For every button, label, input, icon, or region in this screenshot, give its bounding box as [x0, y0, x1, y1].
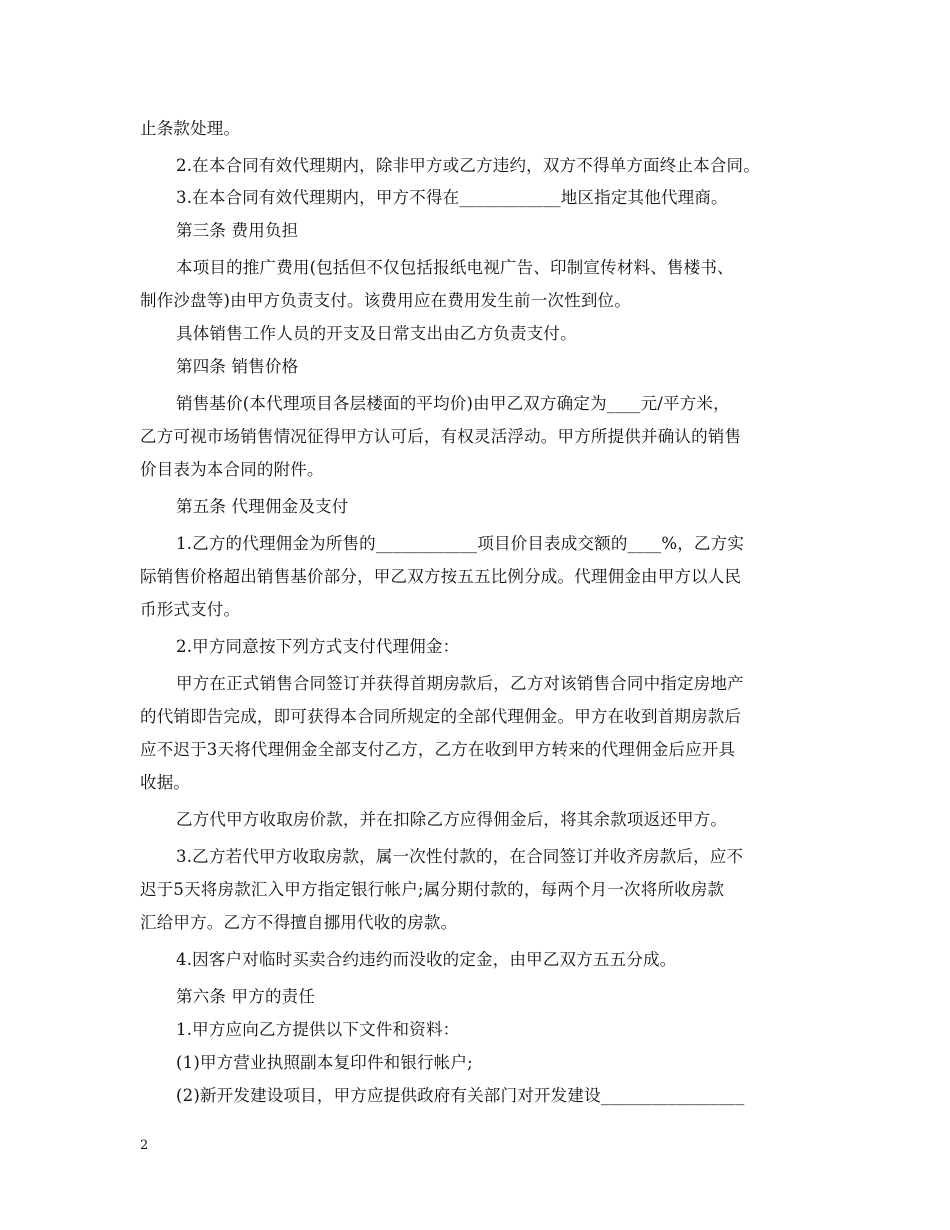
- paragraph-line: 2.在本合同有效代理期内，除非甲方或乙方违约，双方不得单方面终止本合同。: [176, 156, 760, 175]
- paragraph-line: 价目表为本合同的附件。: [140, 460, 324, 479]
- paragraph-line: 际销售价格超出销售基价部分，甲乙双方按五五比例分成。代理佣金由甲方以人民: [140, 567, 742, 586]
- paragraph-line: 3.在本合同有效代理期内，甲方不得在____________地区指定其他代理商。: [176, 188, 728, 207]
- paragraph-line: 收据。: [140, 773, 191, 792]
- paragraph-line: 1.乙方的代理佣金为所售的____________项目价目表成交额的____%，乙方实: [176, 534, 745, 553]
- paragraph-line: 制作沙盘等)由甲方负责支付。该费用应在费用发生前一次性到位。: [140, 291, 631, 310]
- paragraph-line: 应不迟于3天将代理佣金全部支付乙方，乙方在收到甲方转来的代理佣金后应开具: [140, 740, 736, 759]
- paragraph-line: 的代销即告完成，即可获得本合同所规定的全部代理佣金。甲方在收到首期房款后: [140, 707, 742, 726]
- section-heading: 第六条 甲方的责任: [176, 987, 316, 1006]
- paragraph-line: 4.因客户对临时买卖合约违约而没收的定金，由甲乙双方五五分成。: [176, 950, 677, 969]
- paragraph-line: 乙方可视市场销售情况征得甲方认可后，有权灵活浮动。甲方所提供并确认的销售: [140, 427, 742, 446]
- paragraph-line: 乙方代甲方收取房价款，并在扣除乙方应得佣金后，将其余款项返还甲方。: [176, 810, 728, 829]
- paragraph-line: 本项目的推广费用(包括但不仅包括报纸电视广告、印制宣传材料、售楼书、: [176, 258, 734, 277]
- paragraph-line: 3.乙方若代甲方收取房款，属一次性付款的，在合同签订并收齐房款后，应不: [176, 847, 744, 866]
- paragraph-line: 币形式支付。: [140, 600, 241, 619]
- paragraph-line: 甲方在正式销售合同签订并获得首期房款后，乙方对该销售合同中指定房地产: [176, 674, 744, 693]
- paragraph-line: 具体销售工作人员的开支及日常支出由乙方负责支付。: [176, 324, 577, 343]
- paragraph-line: 销售基价(本代理项目各层楼面的平均价)由甲乙双方确定为____元/平方米，: [176, 394, 730, 413]
- paragraph-line: 汇给甲方。乙方不得擅自挪用代收的房款。: [140, 913, 458, 932]
- section-heading: 第五条 代理佣金及支付: [176, 497, 349, 516]
- paragraph-line: 2.甲方同意按下列方式支付代理佣金：: [176, 637, 460, 656]
- paragraph-line: 1.甲方应向乙方提供以下文件和资料：: [176, 1020, 460, 1039]
- section-heading: 第三条 费用负担: [176, 221, 299, 240]
- paragraph-line: (2)新开发建设项目，甲方应提供政府有关部门对开发建设_________________: [176, 1086, 745, 1105]
- page-number: 2: [140, 1138, 149, 1153]
- section-heading: 第四条 销售价格: [176, 357, 299, 376]
- paragraph-line: (1)甲方营业执照副本复印件和银行帐户;: [176, 1053, 473, 1072]
- paragraph-line: 止条款处理。: [140, 119, 241, 138]
- paragraph-line: 迟于5天将房款汇入甲方指定银行帐户;属分期付款的，每两个月一次将所收房款: [140, 880, 725, 899]
